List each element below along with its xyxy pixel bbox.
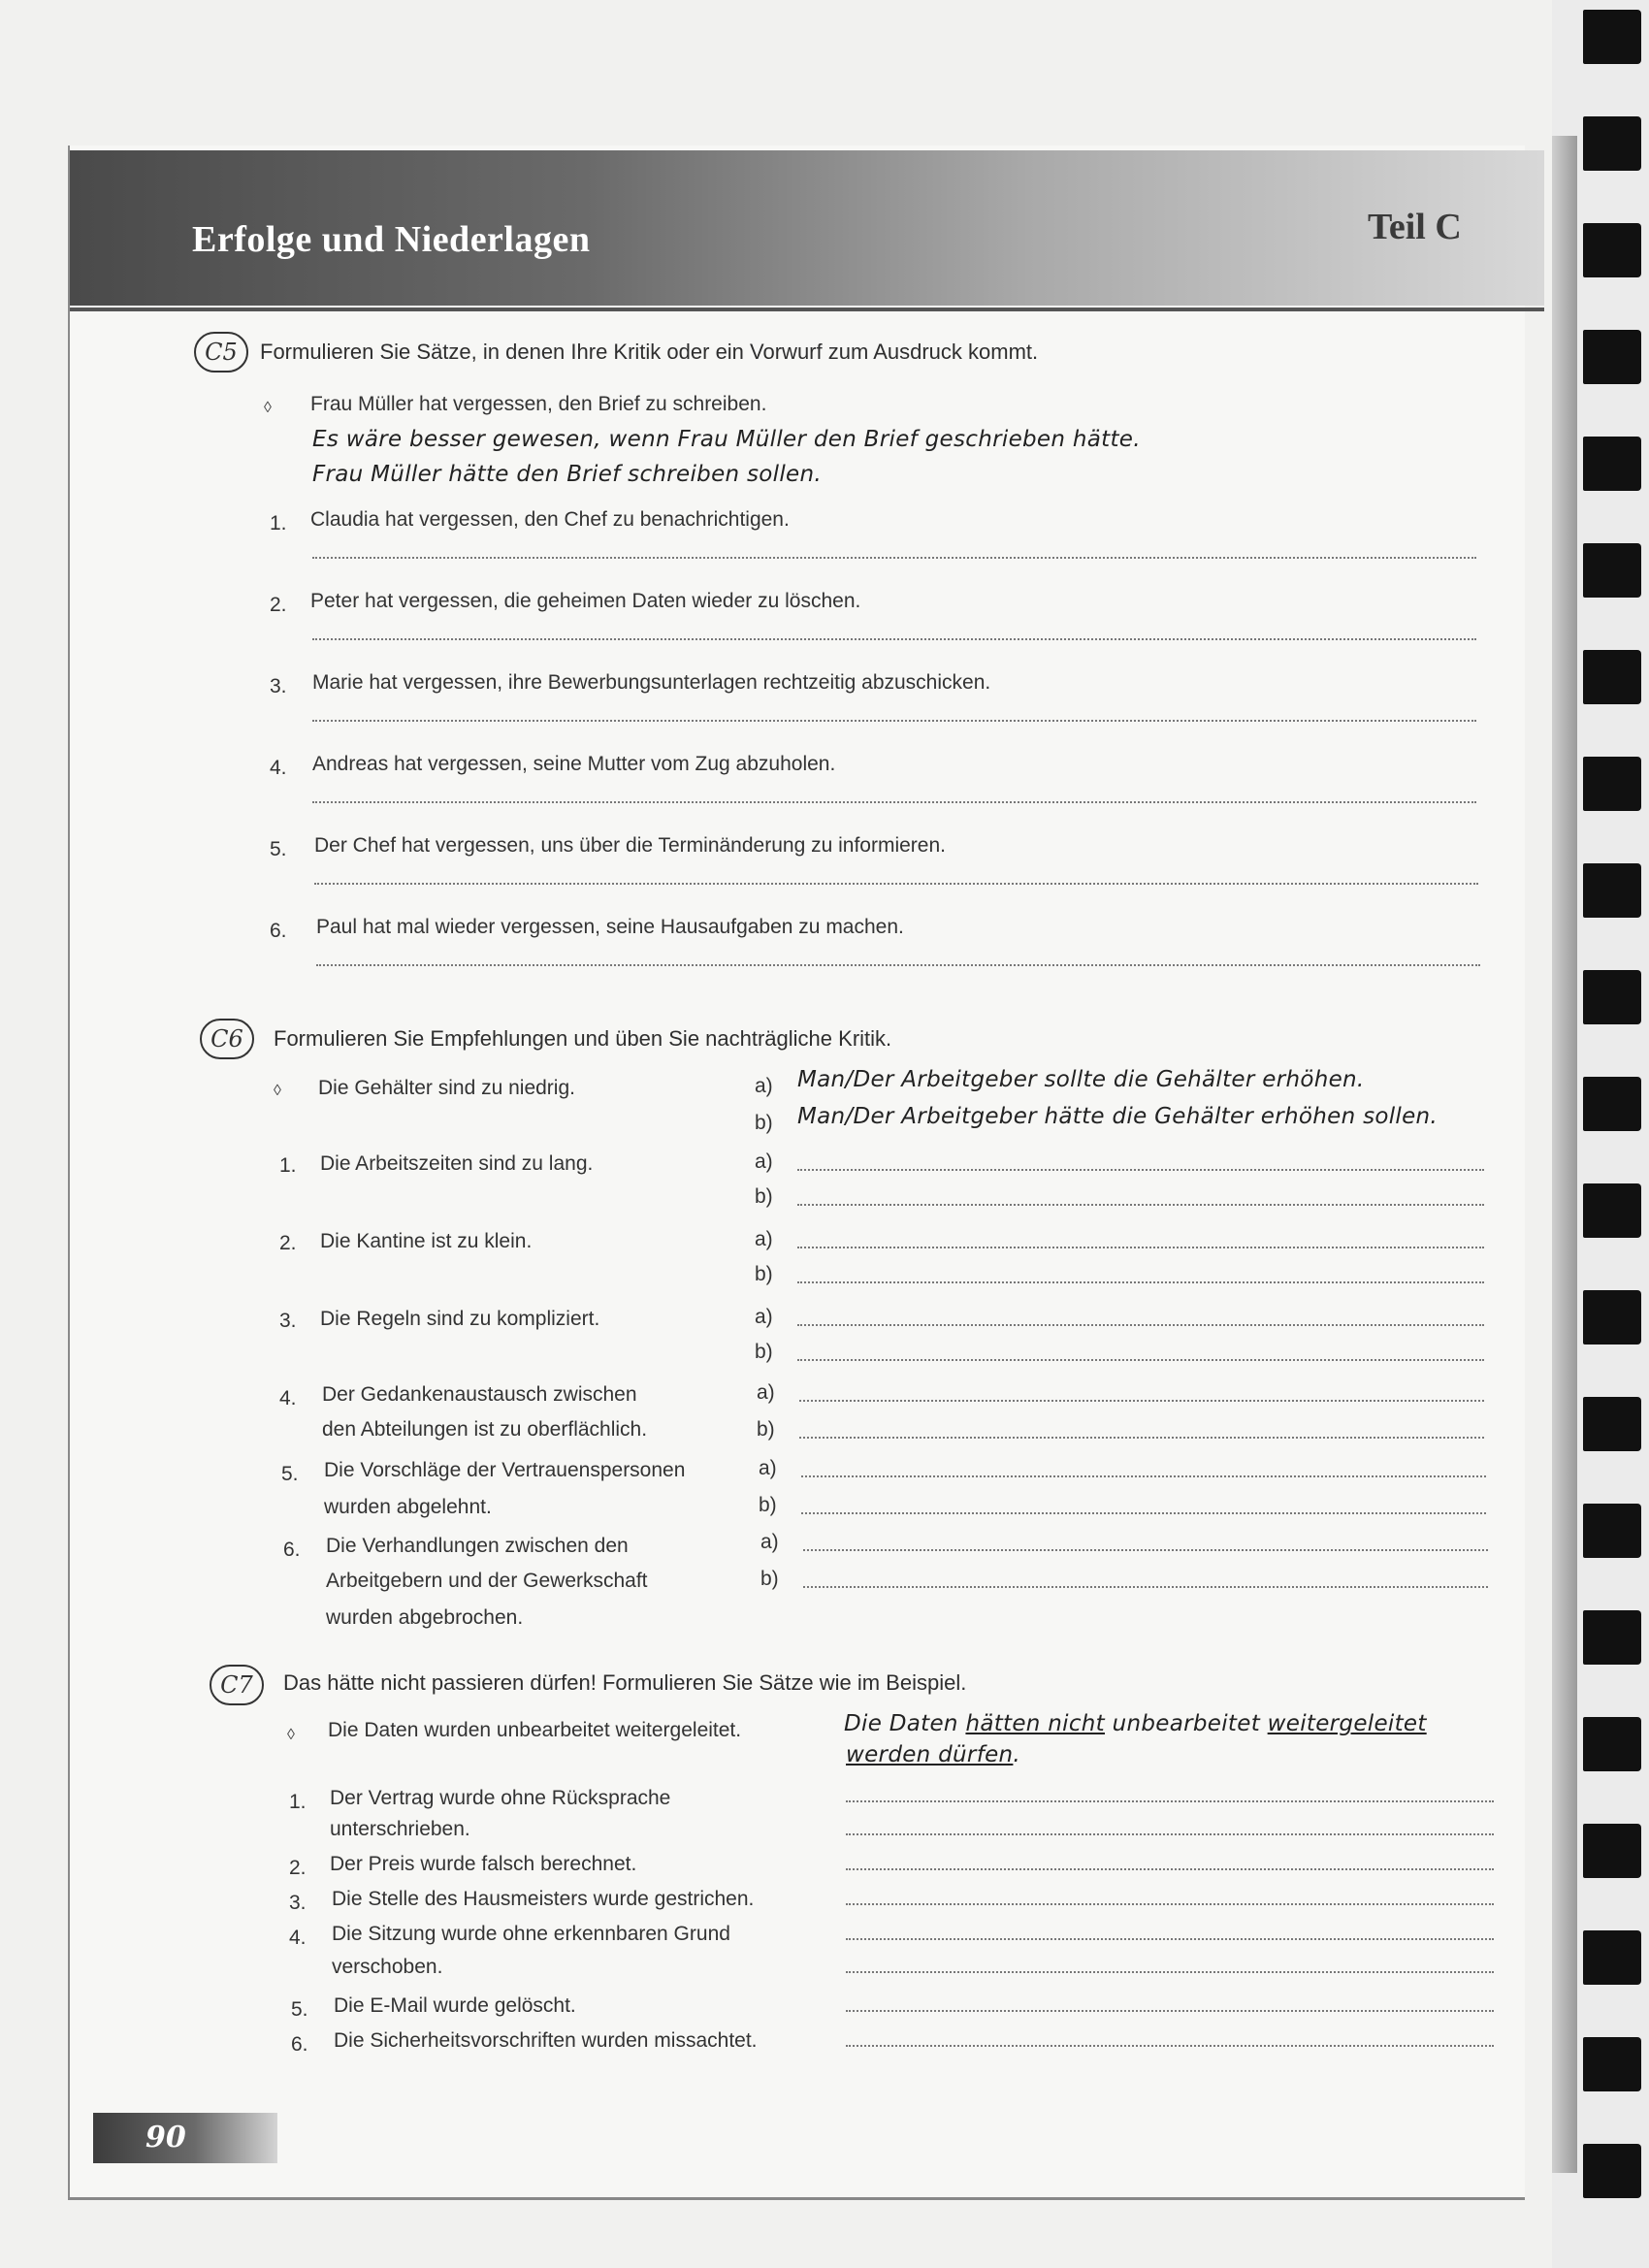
binding-ring xyxy=(1583,1397,1641,1451)
c5-example-prompt: Frau Müller hat vergessen, den Brief zu schreiben. xyxy=(310,393,767,415)
answer-line[interactable] xyxy=(799,1437,1484,1439)
c6-example-answer-a: Man/Der Arbeitgeber sollte die Gehälter erhöhen. xyxy=(797,1067,1365,1092)
c5-instruction: Formulieren Sie Sätze, in denen Ihre Kritik oder ein Vorwurf zum Ausdruck kommt. xyxy=(260,340,1039,364)
example-bullet: ◊ xyxy=(264,400,272,416)
item-number: 4. xyxy=(279,1387,297,1409)
answer-line[interactable] xyxy=(803,1549,1488,1551)
c7-example-prompt: Die Daten wurden unbearbeitet weitergeleitet. xyxy=(328,1719,742,1741)
part-label: Teil C xyxy=(1368,207,1462,247)
exercise-badge-c6: C6 xyxy=(200,1019,254,1059)
c6-example-answer-b: Man/Der Arbeitgeber hätte die Gehälter erhöhen sollen. xyxy=(797,1104,1439,1129)
c6-item-2: Die Kantine ist zu klein. xyxy=(320,1230,533,1252)
answer-line[interactable] xyxy=(846,1868,1494,1870)
item-number: 3. xyxy=(279,1310,297,1332)
binding-ring xyxy=(1583,1183,1641,1238)
binding-ring xyxy=(1583,1504,1641,1558)
c5-item-2: Peter hat vergessen, die geheimen Daten wieder zu löschen. xyxy=(310,590,861,612)
option-label-b: b) xyxy=(755,1263,773,1285)
answer-line[interactable] xyxy=(801,1512,1486,1514)
item-number: 4. xyxy=(289,1927,307,1949)
binding-ring xyxy=(1583,757,1641,811)
c5-example-answer-2: Frau Müller hätte den Brief schreiben sollen. xyxy=(312,462,822,487)
binding-ring xyxy=(1583,116,1641,171)
option-label-b: b) xyxy=(760,1568,779,1590)
option-label-b: b) xyxy=(755,1185,773,1208)
binding-ring xyxy=(1583,330,1641,384)
answer-line[interactable] xyxy=(797,1359,1484,1361)
page-number: 90 xyxy=(146,2121,186,2155)
item-number: 6. xyxy=(291,2033,308,2056)
option-label-b: b) xyxy=(755,1112,773,1134)
answer-line[interactable] xyxy=(846,1833,1494,1835)
answer-line[interactable] xyxy=(316,964,1480,966)
answer-line[interactable] xyxy=(312,720,1476,722)
c7-example-answer xyxy=(844,1711,1427,1736)
answer-line[interactable] xyxy=(846,1971,1494,1973)
item-number: 3. xyxy=(289,1892,307,1914)
c7-item-4-line-2: verschoben. xyxy=(332,1956,443,1978)
answer-line[interactable] xyxy=(846,1938,1494,1940)
binding-ring xyxy=(1583,437,1641,491)
option-label-a: a) xyxy=(759,1457,777,1479)
c5-item-5: Der Chef hat vergessen, uns über die Terminänderung zu informieren. xyxy=(314,834,946,857)
option-label-a: a) xyxy=(760,1531,779,1553)
c6-item-5-line-1: Die Vorschläge der Vertrauenspersonen xyxy=(324,1459,686,1481)
option-label-a: a) xyxy=(755,1228,773,1250)
answer-line[interactable] xyxy=(846,2045,1494,2047)
option-label-a: a) xyxy=(755,1075,773,1097)
binding-ring xyxy=(1583,1290,1641,1345)
binding-ring xyxy=(1583,863,1641,918)
option-label-b: b) xyxy=(759,1494,777,1516)
option-label-a: a) xyxy=(757,1381,775,1404)
page-stack-edge xyxy=(1552,136,1577,2173)
answer-fragment-underlined: werden dürfen xyxy=(846,1742,1014,1767)
c6-item-3: Die Regeln sind zu kompliziert. xyxy=(320,1308,600,1330)
answer-fragment: unbearbeitet xyxy=(1112,1711,1261,1736)
spiral-binding xyxy=(1552,0,1649,2268)
answer-line[interactable] xyxy=(846,1903,1494,1905)
c7-item-3: Die Stelle des Hausmeisters wurde gestrichen. xyxy=(332,1888,755,1910)
option-label-b: b) xyxy=(757,1418,775,1441)
binding-ring xyxy=(1583,1717,1641,1771)
item-number: 5. xyxy=(281,1463,299,1485)
item-number: 2. xyxy=(289,1857,307,1879)
c7-item-1-line-1: Der Vertrag wurde ohne Rücksprache xyxy=(330,1787,671,1809)
option-label-a: a) xyxy=(755,1150,773,1173)
answer-line[interactable] xyxy=(312,638,1476,640)
c6-instruction: Formulieren Sie Empfehlungen und üben Sie nachträgliche Kritik. xyxy=(274,1026,892,1051)
answer-line[interactable] xyxy=(312,557,1476,559)
item-number: 6. xyxy=(270,920,287,942)
item-number: 2. xyxy=(279,1232,297,1254)
answer-line[interactable] xyxy=(846,2010,1494,2012)
c7-instruction: Das hätte nicht passieren dürfen! Formulieren Sie Sätze wie im Beispiel. xyxy=(283,1670,967,1695)
c6-item-4-line-1: Der Gedankenaustausch zwischen xyxy=(322,1383,637,1406)
binding-ring xyxy=(1583,650,1641,704)
header-rule xyxy=(70,308,1544,311)
answer-line[interactable] xyxy=(312,801,1476,803)
option-label-b: b) xyxy=(755,1341,773,1363)
binding-ring xyxy=(1583,970,1641,1024)
c7-item-2: Der Preis wurde falsch berechnet. xyxy=(330,1853,637,1875)
c6-example-prompt: Die Gehälter sind zu niedrig. xyxy=(318,1077,575,1099)
c6-item-5-line-2: wurden abgelehnt. xyxy=(324,1496,492,1518)
answer-line[interactable] xyxy=(797,1169,1484,1171)
c6-item-4-line-2: den Abteilungen ist zu oberflächlich. xyxy=(322,1418,648,1441)
binding-ring xyxy=(1583,1824,1641,1878)
binding-ring xyxy=(1583,10,1641,64)
exercise-badge-c7: C7 xyxy=(210,1665,264,1705)
binding-ring xyxy=(1583,543,1641,598)
example-bullet: ◊ xyxy=(274,1083,281,1099)
c7-example-answer-line-2 xyxy=(846,1742,1020,1767)
c7-item-4-line-1: Die Sitzung wurde ohne erkennbaren Grund xyxy=(332,1923,730,1945)
c5-item-3: Marie hat vergessen, ihre Bewerbungsunterlagen rechtzeitig abzuschicken. xyxy=(312,671,991,694)
option-label-a: a) xyxy=(755,1306,773,1328)
item-number: 1. xyxy=(279,1154,297,1177)
answer-line[interactable] xyxy=(801,1475,1486,1477)
binding-ring xyxy=(1583,1930,1641,1985)
item-number: 1. xyxy=(289,1791,307,1813)
answer-line[interactable] xyxy=(797,1281,1484,1283)
binding-ring xyxy=(1583,2037,1641,2091)
binding-ring xyxy=(1583,1610,1641,1665)
answer-fragment: Die Daten xyxy=(844,1711,958,1736)
item-number: 3. xyxy=(270,675,287,697)
answer-line[interactable] xyxy=(797,1247,1484,1248)
item-number: 5. xyxy=(291,1998,308,2021)
c5-example-answer-1: Es wäre besser gewesen, wenn Frau Müller den Brief geschrieben hätte. xyxy=(312,427,1141,452)
c6-item-6-line-1: Die Verhandlungen zwischen den xyxy=(326,1535,629,1557)
c6-item-6-line-2: Arbeitgebern und der Gewerkschaft xyxy=(326,1570,648,1592)
answer-fragment-underlined: weitergeleitet xyxy=(1267,1711,1427,1736)
c5-item-6: Paul hat mal wieder vergessen, seine Hausaufgaben zu machen. xyxy=(316,916,904,938)
c6-item-6-line-3: wurden abgebrochen. xyxy=(326,1606,524,1629)
answer-fragment-underlined: hätten nicht xyxy=(965,1711,1105,1736)
c5-item-4: Andreas hat vergessen, seine Mutter vom Zug abzuholen. xyxy=(312,753,836,775)
item-number: 1. xyxy=(270,512,287,535)
answer-fragment: . xyxy=(1013,1742,1021,1767)
example-bullet: ◊ xyxy=(287,1727,295,1743)
item-number: 4. xyxy=(270,757,287,779)
binding-ring xyxy=(1583,223,1641,277)
answer-line[interactable] xyxy=(803,1586,1488,1588)
c7-item-5: Die E-Mail wurde gelöscht. xyxy=(334,1994,576,2017)
c7-item-6: Die Sicherheitsvorschriften wurden missachtet. xyxy=(334,2029,758,2052)
item-number: 2. xyxy=(270,594,287,616)
item-number: 6. xyxy=(283,1539,301,1561)
c7-item-1-line-2: unterschrieben. xyxy=(330,1818,470,1840)
item-number: 5. xyxy=(270,838,287,860)
binding-ring xyxy=(1583,2144,1641,2198)
exercise-badge-c5: C5 xyxy=(194,332,248,373)
c5-item-1: Claudia hat vergessen, den Chef zu benachrichtigen. xyxy=(310,508,790,531)
c6-item-1: Die Arbeitszeiten sind zu lang. xyxy=(320,1152,594,1175)
chapter-title: Erfolge und Niederlagen xyxy=(192,219,591,260)
answer-line[interactable] xyxy=(846,1800,1494,1802)
answer-line[interactable] xyxy=(797,1204,1484,1206)
binding-ring xyxy=(1583,1077,1641,1131)
answer-line[interactable] xyxy=(797,1324,1484,1326)
answer-line[interactable] xyxy=(314,883,1478,885)
answer-line[interactable] xyxy=(799,1400,1484,1402)
